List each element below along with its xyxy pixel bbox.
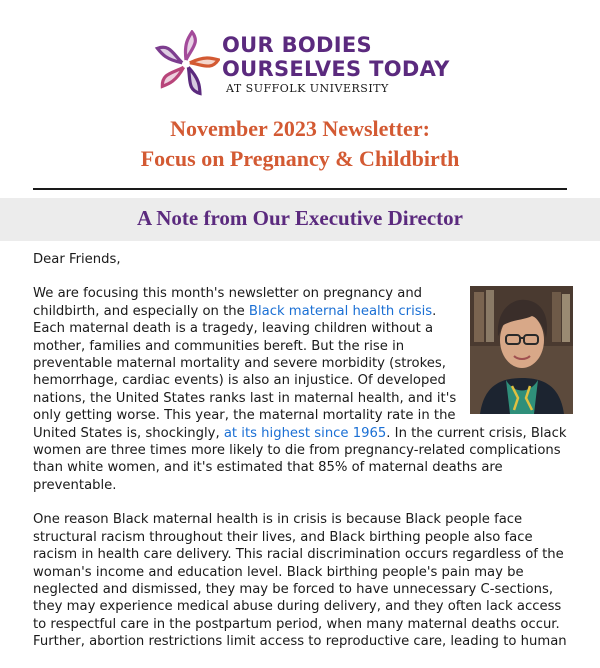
- header-divider: [33, 188, 567, 190]
- newsletter-header: [0, 0, 600, 110]
- director-portrait-image: [470, 286, 573, 414]
- obos-logo-icon: [152, 30, 220, 98]
- paragraph-intro-text-a: We are focusing this month's newsletter on pregnancy and childbirth, and especially on the: [33, 286, 423, 319]
- org-name-line2: OURSELVES TODAY: [222, 57, 450, 81]
- paragraph-racism: One reason Black maternal health is in crisis is because Black people face structural racism throughout their lives, and Black birthing people also face racism in health care delivery. This racial discrimination occurs regardless of the woman's income and education level. Black birthing people's pain may be neglected and dismissed, they may be forced to have unnecessary C-sections, they may experience medical abuse during delivery, and they often lack access to respectful care in the postpartum period, when many maternal deaths occur. Further, abortion restrictions limit access to reproductive care, leading to human: [33, 512, 567, 650]
- director-photo: [470, 286, 573, 414]
- newsletter-title-line2: Focus on Pregnancy & Childbirth: [140, 146, 460, 171]
- org-name-line1: OUR BODIES: [222, 33, 372, 57]
- letter-body: [33, 251, 573, 668]
- org-subtitle: AT SUFFOLK UNIVERSITY: [226, 82, 389, 95]
- greeting: Dear Friends,: [33, 252, 121, 267]
- paragraph-intro-text-b: . Each maternal death is a tragedy, leaving children without a mother, families and communities bereft. But the rise in preventable maternal mortality and severe morbidity (strokes, hemorrhage, cardiac events) is also an injustice. Of developed nations, the United States ranks last in maternal health, and it's only getting worse. This year, the maternal mortality rate in the United States is, shockingly,: [33, 303, 457, 441]
- paragraph-intro-text-c: . In the current crisis, Black women are three times more likely to die from pregnancy-related complications than white women, and it's estimated that 85% of maternal deaths are preventable.: [33, 425, 567, 493]
- black-maternal-health-crisis-link[interactable]: Black maternal health crisis: [248, 303, 433, 319]
- section-title: A Note from Our Executive Director: [137, 206, 463, 230]
- newsletter-title-line1: November 2023 Newsletter:: [170, 116, 430, 141]
- highest-since-1965-link[interactable]: at its highest since 1965: [223, 425, 387, 441]
